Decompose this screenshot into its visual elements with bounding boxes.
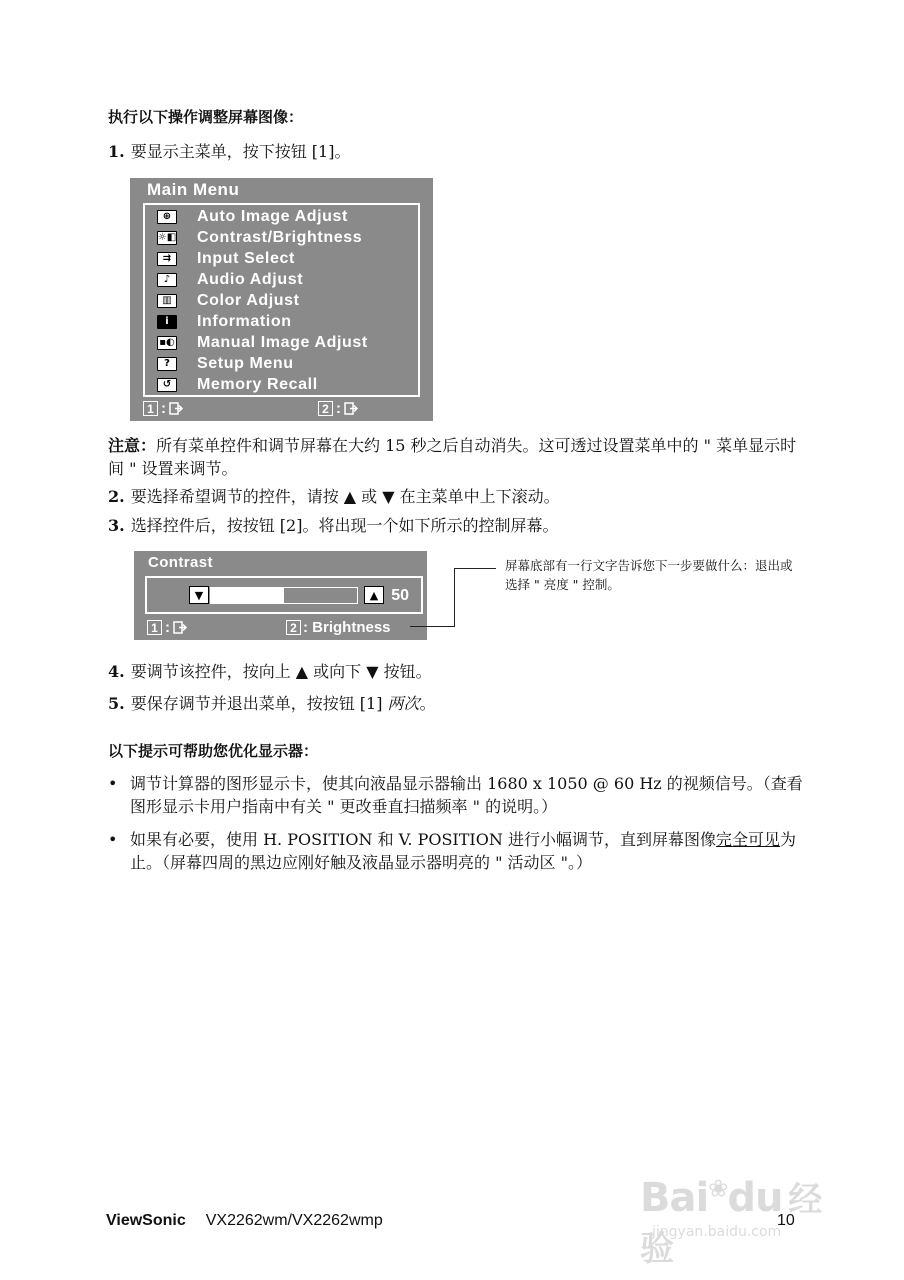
menu-item-label: Memory Recall [197,376,318,393]
exit-icon [169,402,185,415]
note [108,434,798,480]
step-end: 。 [419,694,436,713]
tips-heading: 以下提示可帮助您优化显示器： [108,742,319,760]
watermark-url: jingyan.baidu.com [652,1224,782,1240]
main-menu-title: Main Menu [147,180,240,199]
contrast-value: 50 [391,587,409,604]
page-footer [106,1212,383,1230]
tip-1 [108,772,808,818]
tip-text-part: 为止。（屏幕四周的黑边应刚好触及液晶显示器明亮的 " 活动区 "。） [130,830,796,872]
step-3 [108,514,558,537]
tip-text-part: 如果有必要，使用 H. POSITION 和 V. POSITION 进行小幅调节，直到屏幕图像 [130,830,716,849]
audio-adjust-icon: ♪ [157,273,177,287]
watermark-du: du [727,1175,783,1221]
menu-item-label: Input Select [197,250,295,267]
menu-item-audio-adjust[interactable] [157,270,303,290]
menu-item-label: Information [197,313,292,330]
menu-item-manual-image-adjust[interactable] [157,333,368,353]
auto-adjust-icon: ⊕ [157,210,177,224]
section-heading: 执行以下操作调整屏幕图像： [108,108,304,126]
information-icon: i [157,315,177,329]
callout-text: 屏幕底部有一行文字告诉您下一步要做什么：退出或选择 " 亮度 " 控制。 [505,558,793,592]
main-menu-footer-exit [143,400,185,417]
callout-line-vertical [454,568,455,627]
step-text: 选择控件后，按按钮 [2]。将出现一个如下所示的控制屏幕。 [130,516,559,535]
callout-line-top [454,568,496,569]
tip-text [130,828,808,874]
up-arrow-icon[interactable]: ▲ [364,586,384,604]
main-menu-footer-select [318,400,360,417]
down-arrow-icon[interactable]: ▼ [189,586,209,604]
step-2 [108,485,560,508]
brand-name: ViewSonic [106,1212,186,1229]
step-4 [108,660,432,683]
menu-item-contrast-brightness[interactable] [157,228,362,248]
step-number: 5. [108,694,125,713]
manual-image-adjust-icon: ▪◐ [157,336,177,350]
main-menu-osd [130,178,433,421]
menu-item-memory-recall[interactable] [157,375,318,395]
page-number: 10 [777,1212,795,1229]
input-select-icon: ⇉ [157,252,177,266]
note-label: 注意： [108,436,157,455]
menu-item-label: Audio Adjust [197,271,304,288]
step-number: 1. [108,142,125,161]
step-number: 4. [108,662,125,681]
step-text: 要调节该控件，按向上 ▲ 或向下 ▼ 按钮。 [130,662,432,681]
menu-item-setup-menu[interactable] [157,354,294,374]
enter-icon [344,402,360,415]
watermark-jingyan: 经验 [640,1180,822,1269]
contrast-slider[interactable] [210,587,358,604]
separator: : [161,400,166,417]
key-1-badge: 1 [143,401,158,416]
separator: : [336,400,341,417]
watermark-bai: Bai [640,1175,709,1221]
contrast-footer-brightness [286,619,391,636]
note-text: 所有菜单控件和调节屏幕在大约 15 秒之后自动消失。这可透过设置菜单中的 " 菜单显示时间 " 设置来调节。 [108,436,797,478]
menu-item-auto-image-adjust[interactable] [157,207,348,227]
tip-text: 调节计算器的图形显示卡，使其向液晶显示器输出 1680 x 1050 @ 60 Hz 的视频信号。（查看图形显示卡用户指南中有关 " 更改垂直扫描频率 " 的说明。） [130,774,803,816]
menu-item-label: Manual Image Adjust [197,334,368,351]
key-1-badge: 1 [147,620,162,635]
contrast-slider-fill [211,588,284,603]
paw-icon: ❀ [708,1174,728,1203]
contrast-title: Contrast [148,554,213,571]
contrast-osd [134,551,427,640]
menu-item-color-adjust[interactable] [157,291,300,311]
main-menu-list [143,203,420,397]
brightness-action: : Brightness [303,619,391,636]
step-5 [108,692,436,715]
step-text: 要显示主菜单，按下按钮 [1]。 [130,142,351,161]
key-2-badge: 2 [286,620,301,635]
contrast-brightness-icon: ☼◧ [157,232,177,243]
step-emphasis: 两次 [387,694,420,713]
baidu-watermark [640,1142,850,1269]
menu-item-information[interactable] [157,312,292,332]
contrast-control [145,576,423,614]
menu-item-input-select[interactable] [157,249,295,269]
menu-item-label: Auto Image Adjust [197,208,348,225]
contrast-footer-exit [147,619,189,636]
model-name: VX2262wm/VX2262wmp [205,1212,383,1229]
memory-recall-icon: ↺ [157,378,177,392]
step-text: 要保存调节并退出菜单，按按钮 [1] [130,694,388,713]
menu-item-label: Contrast/Brightness [197,229,363,246]
step-text: 要选择希望调节的控件，请按 ▲ 或 ▼ 在主菜单中上下滚动。 [130,487,560,506]
setup-menu-icon: ? [157,357,177,371]
step-1 [108,140,350,163]
separator: : [165,619,170,636]
menu-item-label: Color Adjust [197,292,300,309]
menu-item-label: Setup Menu [197,355,294,372]
tip-2 [108,828,808,874]
exit-icon [173,621,189,634]
bullet: • [108,774,118,793]
key-2-badge: 2 [318,401,333,416]
color-adjust-icon: ▥ [157,294,177,308]
tip-underlined: 完全可见 [715,830,780,849]
bullet: • [108,830,118,849]
step-number: 2. [108,487,125,506]
step-number: 3. [108,516,125,535]
callout-line-horizontal [410,626,455,627]
